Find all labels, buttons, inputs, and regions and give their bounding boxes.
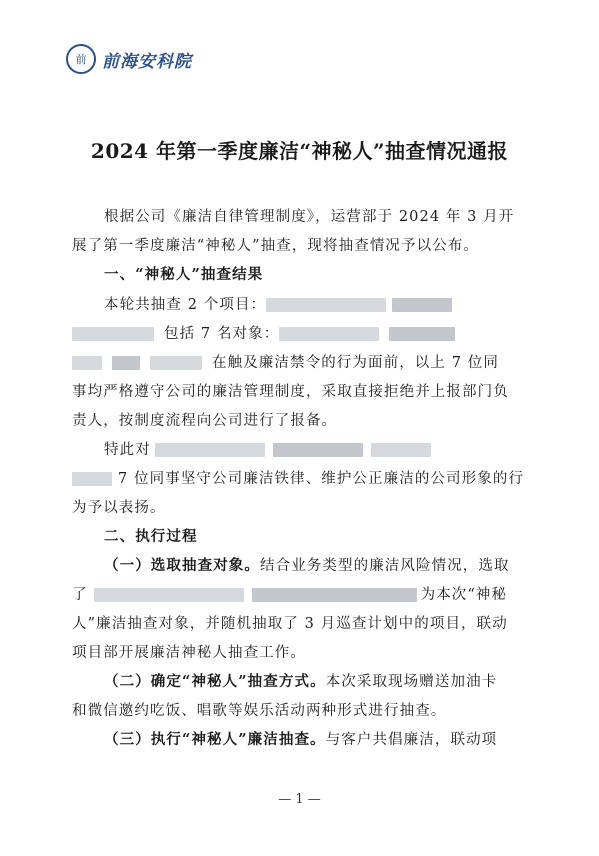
- section-heading-process: 二、执行过程: [104, 528, 198, 545]
- paragraph-line: 为予以表扬。: [72, 500, 166, 516]
- paragraph-line: 特此对: [104, 438, 564, 459]
- logo-seal-icon: 前: [66, 44, 96, 74]
- document-title: 2024 年第一季度廉洁“神秘人”抽查情况通报: [90, 139, 509, 163]
- logo-text: 前海安科院: [102, 51, 192, 72]
- page-number: — 1 —: [278, 792, 321, 807]
- paragraph-line: 根据公司《廉洁自律管理制度》，运营部于 2024 年 3 月开: [104, 209, 515, 225]
- paragraph-line: 包括 7 名对象：: [72, 322, 532, 343]
- paragraph-line: （二）确定“神秘人”抽查方式。本次采取现场赠送加油卡: [104, 673, 498, 690]
- paragraph-line: 本轮共抽查 2 个项目：: [104, 293, 564, 314]
- paragraph-line: 7 位同事坚守公司廉洁铁律、维护公正廉洁的公司形象的行: [72, 467, 532, 488]
- paragraph-line: 事均严格遵守公司的廉洁管理制度，采取直接拒绝并上报部门负: [72, 384, 509, 400]
- paragraph-line: 项目部开展廉洁神秘人抽查工作。: [72, 645, 306, 661]
- paragraph-line: 了 为本次“神秘: [72, 587, 508, 603]
- paragraph-line: （三）执行“神秘人”廉洁抽查。与客户共倡廉洁，联动项: [104, 731, 498, 748]
- section-heading-results: 一、“神秘人”抽查结果: [104, 266, 264, 283]
- paragraph-line: 和微信邀约吃饭、唱歌等娱乐活动两种形式进行抽查。: [72, 703, 447, 719]
- institute-logo: [66, 44, 192, 74]
- paragraph-line: 在触及廉洁禁令的行为面前，以上 7 位同: [72, 351, 532, 372]
- paragraph-line: 责人，按制度流程向公司进行了报备。: [72, 413, 338, 429]
- paragraph-line: 展了第一季度廉洁“神秘人”抽查，现将抽查情况予以公布。: [72, 238, 480, 254]
- paragraph-line: 人”廉洁抽查对象，并随机抽取了 3 月巡查计划中的项目，联动: [72, 616, 508, 632]
- paragraph-line: （一）选取抽查对象。结合业务类型的廉洁风险情况，选取: [104, 557, 510, 574]
